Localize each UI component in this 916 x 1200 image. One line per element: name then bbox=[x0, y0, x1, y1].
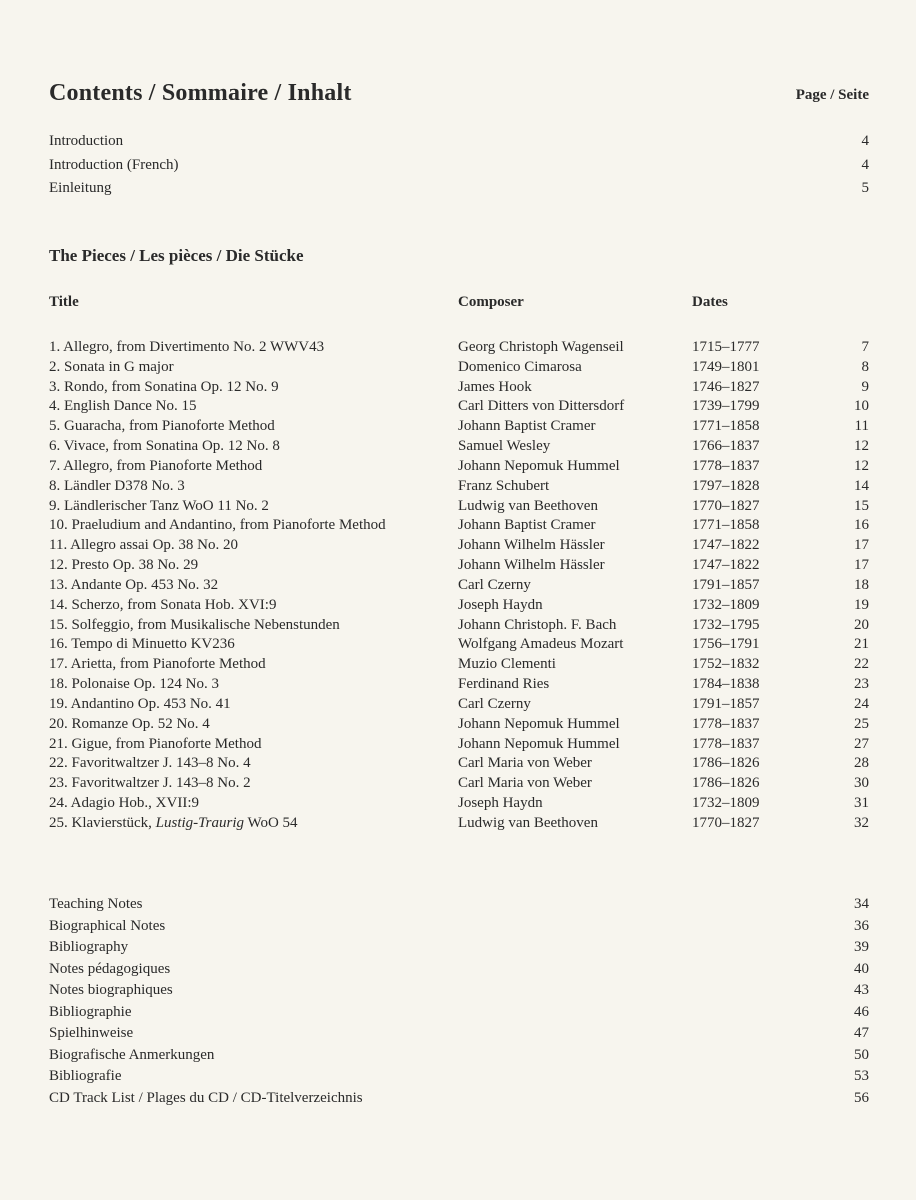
appendix-row-page: 47 bbox=[854, 1025, 869, 1041]
piece-row bbox=[49, 654, 869, 674]
piece-composer: Carl Maria von Weber bbox=[458, 775, 592, 792]
piece-title: 9. Ländlerischer Tanz WoO 11 No. 2 bbox=[49, 497, 269, 514]
appendix-row-label: Bibliography bbox=[49, 939, 129, 955]
piece-row bbox=[49, 535, 869, 555]
piece-row bbox=[49, 337, 869, 357]
piece-page: 12 bbox=[854, 457, 869, 474]
appendix-row bbox=[49, 937, 869, 957]
piece-page: 23 bbox=[854, 676, 869, 693]
piece-row bbox=[49, 634, 869, 654]
piece-page: 24 bbox=[854, 695, 869, 712]
intro-row bbox=[49, 131, 869, 151]
piece-title: 22. Favoritwaltzer J. 143–8 No. 4 bbox=[49, 755, 251, 772]
piece-page: 21 bbox=[854, 636, 869, 653]
piece-page: 18 bbox=[854, 576, 869, 593]
piece-composer: Johann Christoph. F. Bach bbox=[458, 616, 617, 633]
appendix-row bbox=[49, 1002, 869, 1022]
piece-page: 30 bbox=[854, 775, 869, 792]
piece-composer: Georg Christoph Wagenseil bbox=[458, 339, 624, 355]
piece-row bbox=[49, 416, 869, 436]
piece-row bbox=[49, 734, 869, 754]
appendix-row-label: CD Track List / Plages du CD / CD-Titelverzeichnis bbox=[49, 1089, 363, 1106]
appendix-row-page: 36 bbox=[854, 917, 869, 934]
piece-row bbox=[49, 515, 869, 535]
piece-dates: 1749–1801 bbox=[692, 358, 760, 375]
appendix-row bbox=[49, 959, 869, 979]
piece-row bbox=[49, 773, 869, 793]
intro-row-page: 4 bbox=[861, 156, 869, 173]
piece-page: 27 bbox=[854, 735, 869, 752]
piece-page: 31 bbox=[854, 795, 869, 812]
piece-title: 2. Sonata in G major bbox=[49, 358, 174, 375]
column-header-title: Title bbox=[49, 294, 79, 310]
piece-composer: Johann Baptist Cramer bbox=[458, 418, 596, 435]
piece-dates: 1715–1777 bbox=[692, 339, 760, 355]
piece-dates: 1746–1827 bbox=[692, 378, 760, 395]
appendix-row bbox=[49, 894, 869, 914]
piece-composer: Johann Nepomuk Hummel bbox=[458, 457, 620, 474]
appendix-row-label: Notes pédagogiques bbox=[49, 960, 171, 977]
piece-title: 15. Solfeggio, from Musikalische Nebenstunden bbox=[49, 616, 340, 633]
column-header-composer: Composer bbox=[458, 294, 524, 310]
intro-row-page: 4 bbox=[861, 133, 869, 149]
piece-title: 1. Allegro, from Divertimento No. 2 WWV43 bbox=[49, 339, 325, 355]
piece-dates: 1778–1837 bbox=[692, 457, 760, 474]
piece-title: 7. Allegro, from Pianoforte Method bbox=[49, 457, 263, 474]
piece-dates: 1770–1827 bbox=[692, 497, 760, 514]
piece-dates: 1771–1858 bbox=[692, 517, 760, 534]
piece-title: 16. Tempo di Minuetto KV236 bbox=[49, 636, 235, 653]
piece-title: 13. Andante Op. 453 No. 32 bbox=[49, 576, 219, 593]
piece-page: 11 bbox=[854, 418, 869, 435]
intro-row bbox=[49, 178, 869, 198]
piece-page: 16 bbox=[854, 517, 869, 534]
piece-row bbox=[49, 575, 869, 595]
appendix-row bbox=[49, 1023, 869, 1043]
appendix-row-page: 46 bbox=[854, 1003, 869, 1020]
piece-dates: 1778–1837 bbox=[692, 735, 760, 752]
piece-dates: 1732–1795 bbox=[692, 616, 760, 633]
appendix-row-label: Biographical Notes bbox=[49, 917, 166, 934]
piece-title: 17. Arietta, from Pianoforte Method bbox=[49, 656, 266, 673]
piece-page: 25 bbox=[854, 715, 869, 732]
appendix-row bbox=[49, 1045, 869, 1065]
piece-composer: Ludwig van Beethoven bbox=[458, 814, 598, 831]
piece-title: 21. Gigue, from Pianoforte Method bbox=[49, 735, 262, 752]
appendix-row-page: 43 bbox=[854, 982, 869, 998]
piece-row bbox=[49, 476, 869, 496]
piece-page: 28 bbox=[854, 755, 869, 772]
appendix-row-page: 50 bbox=[854, 1046, 869, 1063]
piece-page: 8 bbox=[861, 358, 869, 375]
piece-dates: 1732–1809 bbox=[692, 795, 760, 812]
intro-row-label: Einleitung bbox=[49, 180, 112, 196]
piece-composer: James Hook bbox=[458, 378, 532, 395]
appendix-row-label: Teaching Notes bbox=[49, 896, 143, 912]
appendix-row-label: Notes biographiques bbox=[49, 982, 173, 998]
piece-dates: 1784–1838 bbox=[692, 676, 760, 693]
piece-page: 7 bbox=[861, 339, 869, 355]
piece-dates: 1756–1791 bbox=[692, 636, 760, 653]
piece-dates: 1791–1857 bbox=[692, 576, 760, 593]
piece-title: 3. Rondo, from Sonatina Op. 12 No. 9 bbox=[49, 378, 279, 395]
page-title: Contents / Sommaire / Inhalt bbox=[49, 80, 352, 106]
piece-composer: Wolfgang Amadeus Mozart bbox=[458, 636, 624, 653]
piece-page: 12 bbox=[854, 438, 869, 455]
piece-title: 18. Polonaise Op. 124 No. 3 bbox=[49, 676, 219, 693]
piece-title: 10. Praeludium and Andantino, from Pianoforte Method bbox=[49, 517, 386, 534]
piece-composer: Johann Nepomuk Hummel bbox=[458, 715, 620, 732]
piece-composer: Carl Maria von Weber bbox=[458, 755, 592, 772]
piece-page: 20 bbox=[854, 616, 869, 633]
piece-row bbox=[49, 456, 869, 476]
piece-composer: Carl Czerny bbox=[458, 695, 531, 712]
piece-title: 6. Vivace, from Sonatina Op. 12 No. 8 bbox=[49, 438, 280, 455]
piece-row bbox=[49, 595, 869, 615]
intro-row-page: 5 bbox=[861, 180, 869, 196]
piece-title bbox=[49, 813, 298, 833]
appendix-row bbox=[49, 1066, 869, 1086]
appendix-row-page: 40 bbox=[854, 960, 869, 977]
piece-page: 10 bbox=[854, 398, 869, 415]
piece-composer: Muzio Clementi bbox=[458, 656, 556, 673]
piece-dates: 1747–1822 bbox=[692, 557, 760, 574]
piece-title-prefix: 25. Klavierstück, bbox=[49, 814, 156, 831]
piece-dates: 1791–1857 bbox=[692, 695, 760, 712]
pieces-section-title: The Pieces / Les pièces / Die Stücke bbox=[49, 246, 304, 265]
piece-row bbox=[49, 793, 869, 813]
appendix-row-label: Spielhinweise bbox=[49, 1025, 134, 1041]
appendix-row bbox=[49, 916, 869, 936]
piece-composer: Franz Schubert bbox=[458, 477, 550, 494]
piece-composer: Ferdinand Ries bbox=[458, 676, 550, 693]
piece-row bbox=[49, 377, 869, 397]
piece-composer: Joseph Haydn bbox=[458, 596, 543, 613]
column-header-dates: Dates bbox=[692, 294, 728, 310]
piece-row bbox=[49, 694, 869, 714]
appendix-row-label: Bibliographie bbox=[49, 1003, 132, 1020]
piece-dates: 1747–1822 bbox=[692, 537, 760, 554]
piece-page: 15 bbox=[854, 497, 869, 514]
piece-title: 11. Allegro assai Op. 38 No. 20 bbox=[49, 537, 239, 554]
piece-row bbox=[49, 813, 869, 833]
intro-row bbox=[49, 155, 869, 175]
piece-row bbox=[49, 357, 869, 377]
appendix-row-page: 34 bbox=[854, 896, 869, 912]
intro-row-label: Introduction bbox=[49, 133, 124, 149]
appendix-row bbox=[49, 980, 869, 1000]
piece-composer: Domenico Cimarosa bbox=[458, 358, 582, 375]
piece-row bbox=[49, 753, 869, 773]
appendix-row-label: Biografische Anmerkungen bbox=[49, 1046, 215, 1063]
piece-page: 32 bbox=[854, 814, 869, 831]
piece-page: 17 bbox=[854, 537, 869, 554]
piece-dates: 1739–1799 bbox=[692, 398, 760, 415]
piece-title-italic: Lustig-Traurig bbox=[155, 814, 245, 831]
piece-composer: Johann Wilhelm Hässler bbox=[458, 557, 605, 574]
piece-row bbox=[49, 674, 869, 694]
piece-title: 14. Scherzo, from Sonata Hob. XVI:9 bbox=[49, 596, 277, 613]
appendix-row-page: 39 bbox=[854, 939, 869, 955]
intro-row-label: Introduction (French) bbox=[49, 156, 179, 173]
piece-title: 5. Guaracha, from Pianoforte Method bbox=[49, 418, 275, 435]
piece-row bbox=[49, 396, 869, 416]
piece-composer: Carl Czerny bbox=[458, 576, 531, 593]
piece-row bbox=[49, 496, 869, 516]
piece-dates: 1771–1858 bbox=[692, 418, 760, 435]
piece-dates: 1786–1826 bbox=[692, 755, 760, 772]
piece-title-suffix: WoO 54 bbox=[244, 814, 298, 831]
piece-row bbox=[49, 555, 869, 575]
piece-dates: 1752–1832 bbox=[692, 656, 760, 673]
piece-title: 24. Adagio Hob., XVII:9 bbox=[49, 795, 199, 812]
appendix-row-page: 53 bbox=[854, 1068, 869, 1084]
piece-row bbox=[49, 615, 869, 635]
piece-row bbox=[49, 436, 869, 456]
piece-dates: 1786–1826 bbox=[692, 775, 760, 792]
piece-dates: 1732–1809 bbox=[692, 596, 760, 613]
piece-composer: Johann Wilhelm Hässler bbox=[458, 537, 605, 554]
piece-page: 9 bbox=[861, 378, 869, 395]
piece-page: 19 bbox=[854, 596, 869, 613]
piece-title: 23. Favoritwaltzer J. 143–8 No. 2 bbox=[49, 775, 251, 792]
piece-title: 19. Andantino Op. 453 No. 41 bbox=[49, 695, 231, 712]
piece-row bbox=[49, 714, 869, 734]
appendix-row-page: 56 bbox=[854, 1089, 869, 1106]
piece-dates: 1766–1837 bbox=[692, 438, 760, 455]
piece-page: 22 bbox=[854, 656, 869, 673]
piece-dates: 1778–1837 bbox=[692, 715, 760, 732]
piece-title: 20. Romanze Op. 52 No. 4 bbox=[49, 715, 210, 732]
piece-page: 14 bbox=[854, 477, 869, 494]
piece-composer: Johann Baptist Cramer bbox=[458, 517, 596, 534]
piece-dates: 1770–1827 bbox=[692, 814, 760, 831]
piece-composer: Joseph Haydn bbox=[458, 795, 543, 812]
appendix-row bbox=[49, 1088, 869, 1108]
piece-composer: Ludwig van Beethoven bbox=[458, 497, 598, 514]
page-column-label: Page / Seite bbox=[795, 87, 869, 103]
piece-title: 12. Presto Op. 38 No. 29 bbox=[49, 557, 199, 574]
piece-composer: Carl Ditters von Dittersdorf bbox=[458, 398, 625, 415]
piece-composer: Samuel Wesley bbox=[458, 438, 551, 455]
piece-composer: Johann Nepomuk Hummel bbox=[458, 735, 620, 752]
piece-page: 17 bbox=[854, 557, 869, 574]
piece-title: 4. English Dance No. 15 bbox=[49, 398, 197, 415]
piece-dates: 1797–1828 bbox=[692, 477, 760, 494]
piece-title: 8. Ländler D378 No. 3 bbox=[49, 477, 185, 494]
appendix-row-label: Bibliografie bbox=[49, 1068, 122, 1084]
